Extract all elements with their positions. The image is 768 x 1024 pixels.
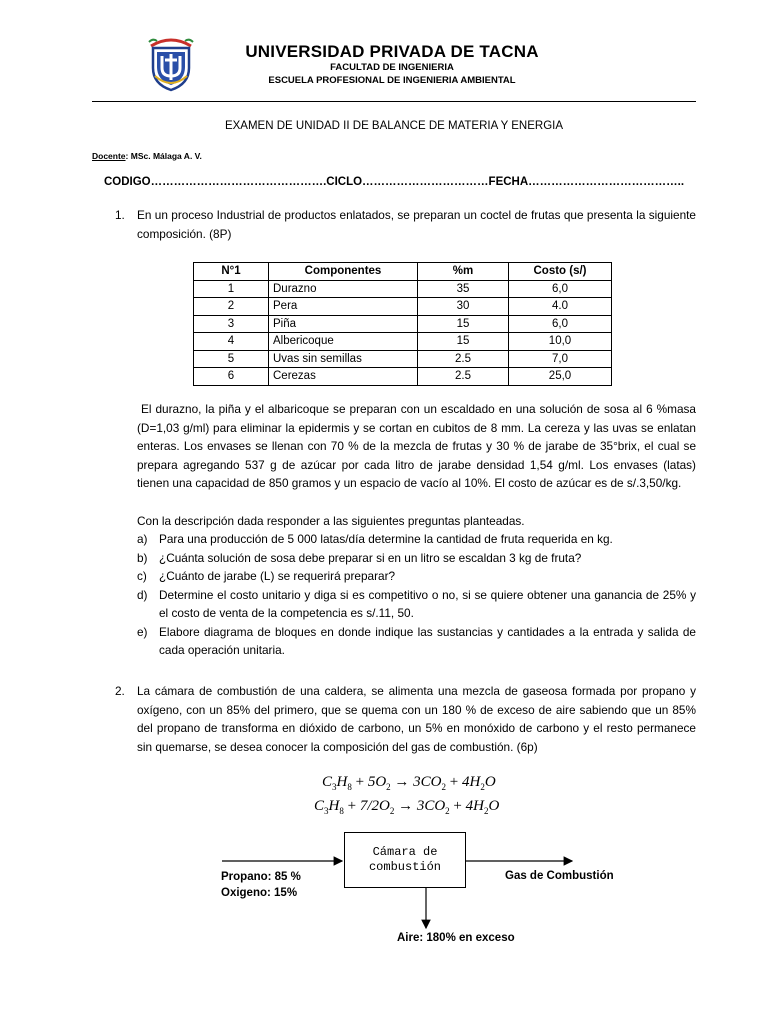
docente-label: Docente — [92, 151, 126, 161]
table-cell: Piña — [269, 315, 418, 333]
q1-number: 1. — [115, 208, 125, 222]
q1-prompt: Con la descripción dada responder a las siguientes preguntas planteadas. — [137, 514, 525, 528]
table-cell: 4.0 — [509, 298, 612, 316]
table-cell: Uvas sin semillas — [269, 350, 418, 368]
item-text: ¿Cuánta solución de sosa debe preparar si en un litro se escaldan 3 kg de fruta? — [159, 550, 582, 565]
table-cell: 35 — [418, 280, 509, 298]
combustion-chamber-label — [344, 845, 466, 875]
input-oxigeno-label: Oxigeno: 15% — [221, 887, 298, 899]
docente-value: : MSc. Málaga A. V. — [125, 151, 202, 161]
item-text: Elabore diagrama de bloques en donde indique las sustancias y cantidades a la entrada y salida de cada operación unitaria. — [159, 624, 696, 657]
item-letter: c) — [137, 569, 147, 583]
table-cell: 15 — [418, 333, 509, 351]
table-cell: Pera — [269, 298, 418, 316]
table-header: Costo (s/) — [509, 263, 612, 281]
table-header: %m — [418, 263, 509, 281]
q1-intro: En un proceso Industrial de productos enlatados, se preparan un coctel de frutas que presenta la siguiente composición. (8P) — [137, 208, 696, 241]
table-cell: 2.5 — [418, 368, 509, 386]
table-cell: 2 — [194, 298, 269, 316]
equation-1: $C_3H_8 + 5O_2 \to 3CO_2 + 4H_2O$ — [322, 774, 496, 792]
table-cell: 1 — [194, 280, 269, 298]
air-excess-label: Aire: 180% en exceso — [397, 932, 515, 944]
q2-text: La cámara de combustión de una caldera, se alimenta una mezcla de gaseosa formada por propano y oxígeno, con un 85% del primero, que se quema con un 180 % de exceso de aire sabiendo que un 85% del propano de transforma en dióxido de carbono, un 5% en monóxido de carbono y el resto permanece sin quemarse, se desea conocer la composición del gas de combustión. (6p) — [137, 684, 696, 754]
item-text: ¿Cuánto de jarabe (L) se requerirá preparar? — [159, 569, 396, 583]
table-cell: 5 — [194, 350, 269, 368]
table-cell: 7,0 — [509, 350, 612, 368]
q2-number: 2. — [115, 684, 125, 698]
table-cell: 3 — [194, 315, 269, 333]
table-cell: 6,0 — [509, 280, 612, 298]
table-cell: 6 — [194, 368, 269, 386]
faculty-name: FACULTAD DE INGENIERIA — [330, 62, 454, 73]
box-line-2: combustión — [368, 860, 441, 874]
student-fill-line: CODIGO……………………………………….CICLO……………………………FECHA………………………………….. — [103, 176, 685, 188]
table-cell: Durazno — [269, 280, 418, 298]
table-cell: 25,0 — [509, 368, 612, 386]
q1-description: El durazno, la piña y el albaricoque se preparan con un escaldado en una solución de sosa al 6 %masa (D=1,03 g/ml) para eliminar la epidermis y se cortan en cubitos de 8 mm. La cereza y las uvas se enlatan enteras. Los envases se llenan con 70 % de la mezcla de frutas y 30 % de jarabe de 35°brix, el cual se prepara agregando 537 g de azúcar por cada litro de jarabe densidad 1,54 g/ml. Los envases (latas) tienen una capacidad de 850 gramos y un espacio de vacío al 10%. El costo de azúcar es de s/.3,50/kg. — [137, 402, 696, 490]
box-line-1: Cámara de — [372, 845, 438, 859]
table-cell: 10,0 — [509, 333, 612, 351]
table-header: Componentes — [269, 263, 418, 281]
table-cell: Cerezas — [269, 368, 418, 386]
table-cell: 4 — [194, 333, 269, 351]
item-letter: d) — [137, 587, 148, 602]
equation-2: $C_3H_8 + 7/2O_2 \to 3CO_2 + 4H_2O$ — [314, 798, 500, 816]
exam-title: EXAMEN DE UNIDAD II DE BALANCE DE MATERIA Y ENERGIA — [224, 120, 564, 132]
item-letter: a) — [137, 532, 148, 546]
output-gas-label: Gas de Combustión — [505, 870, 614, 882]
input-propano-label: Propano: 85 % — [221, 871, 301, 883]
table-cell: 30 — [418, 298, 509, 316]
item-letter: e) — [137, 624, 148, 639]
university-name: UNIVERSIDAD PRIVADA DE TACNA — [245, 42, 539, 61]
table-cell: 2.5 — [418, 350, 509, 368]
item-text: Para una producción de 5 000 latas/día determine la cantidad de fruta requerida en kg. — [159, 532, 613, 546]
table-header: N°1 — [194, 263, 269, 281]
table-cell: Albericoque — [269, 333, 418, 351]
school-name: ESCUELA PROFESIONAL DE INGENIERIA AMBIENTAL — [268, 75, 516, 86]
table-cell: 6,0 — [509, 315, 612, 333]
table-cell: 15 — [418, 315, 509, 333]
item-text: Determine el costo unitario y diga si es competitivo o no, si se quiere obtener una ganancia de 25% y el costo de venta de la competencia es s/.11, 50. — [159, 587, 696, 620]
item-letter: b) — [137, 550, 148, 565]
